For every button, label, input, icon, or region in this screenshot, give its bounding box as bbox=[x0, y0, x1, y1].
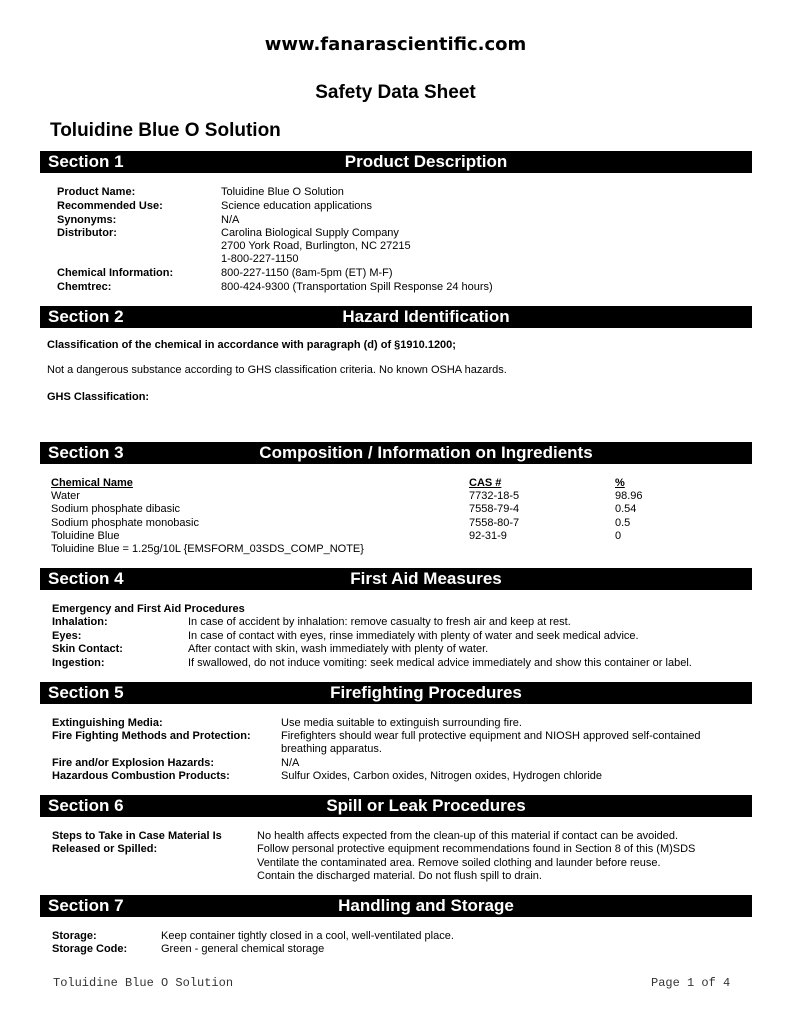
section-title: Handling and Storage bbox=[338, 896, 514, 915]
section-number: Section 6 bbox=[48, 796, 124, 815]
field-label: Skin Contact: bbox=[52, 643, 123, 655]
field-value: Science education applications bbox=[221, 200, 373, 212]
table-cell: 0 bbox=[615, 530, 622, 542]
field-value: Green - general chemical storage bbox=[161, 943, 325, 955]
table-cell: 7732-18-5 bbox=[469, 490, 520, 502]
table-cell: 98.96 bbox=[615, 490, 643, 502]
table-cell: Sodium phosphate monobasic bbox=[51, 517, 199, 529]
field-label: Synonyms: bbox=[57, 214, 117, 226]
field-value: 2700 York Road, Burlington, NC 27215 bbox=[221, 240, 411, 252]
section-7-header bbox=[40, 895, 752, 917]
field-value: Carolina Biological Supply Company bbox=[221, 227, 399, 239]
section-number: Section 2 bbox=[48, 307, 124, 326]
section-2-header bbox=[40, 306, 752, 328]
field-value: breathing apparatus. bbox=[281, 743, 382, 755]
field-label: Fire Fighting Methods and Protection: bbox=[52, 730, 251, 742]
field-label: Chemtrec: bbox=[57, 281, 112, 293]
field-label: Hazardous Combustion Products: bbox=[52, 770, 230, 782]
ghs-classification-label: GHS Classification: bbox=[47, 391, 150, 403]
table-cell: 0.5 bbox=[615, 517, 631, 529]
field-label: Storage: bbox=[52, 930, 97, 942]
field-value: Sulfur Oxides, Carbon oxides, Nitrogen oxides, Hydrogen chloride bbox=[281, 770, 602, 782]
field-value: After contact with skin, wash immediately with plenty of water. bbox=[188, 643, 489, 655]
field-value: Ventilate the contaminated area. Remove soiled clothing and launder before reuse. bbox=[257, 857, 661, 869]
field-value: In case of accident by inhalation: remove casualty to fresh air and keep at rest. bbox=[188, 616, 571, 628]
field-label: Storage Code: bbox=[52, 943, 128, 955]
table-cell: 7558-80-7 bbox=[469, 517, 520, 529]
page-number: Page 1 of 4 bbox=[651, 976, 731, 990]
document-title: Safety Data Sheet bbox=[315, 82, 476, 103]
hazard-statement: Not a dangerous substance according to GHS classification criteria. No known OSHA hazards. bbox=[47, 364, 507, 376]
section-title: Composition / Information on Ingredients bbox=[259, 443, 593, 462]
field-value: In case of contact with eyes, rinse immediately with plenty of water and seek medical advice. bbox=[188, 630, 639, 642]
section-1-header bbox=[40, 151, 752, 173]
field-label: Distributor: bbox=[57, 227, 117, 239]
field-value: 800-424-9300 (Transportation Spill Response 24 hours) bbox=[221, 281, 493, 293]
table-cell: 7558-79-4 bbox=[469, 503, 520, 515]
field-value: Contain the discharged material. Do not flush spill to drain. bbox=[257, 870, 542, 882]
section-5-header bbox=[40, 682, 752, 704]
section-6-header bbox=[40, 795, 752, 817]
column-header-percent: % bbox=[615, 477, 625, 489]
field-label: Recommended Use: bbox=[57, 200, 163, 212]
field-label: Steps to Take in Case Material Is bbox=[52, 830, 222, 842]
table-cell: Water bbox=[51, 490, 80, 502]
first-aid-heading: Emergency and First Aid Procedures bbox=[52, 603, 245, 615]
section-3-header bbox=[40, 442, 752, 464]
field-label: Extinguishing Media: bbox=[52, 717, 163, 729]
footer-product-name: Toluidine Blue O Solution bbox=[53, 976, 234, 990]
field-value: Use media suitable to extinguish surrounding fire. bbox=[281, 717, 522, 729]
section-title: Firefighting Procedures bbox=[330, 683, 522, 702]
column-header-cas: CAS # bbox=[469, 477, 502, 489]
section-4-header bbox=[40, 568, 752, 590]
table-cell: 0.54 bbox=[615, 503, 637, 515]
field-value: Firefighters should wear full protective equipment and NIOSH approved self-contained bbox=[281, 730, 701, 742]
table-cell: Sodium phosphate dibasic bbox=[51, 503, 181, 515]
field-label: Product Name: bbox=[57, 186, 136, 198]
section-number: Section 5 bbox=[48, 683, 124, 702]
table-cell: Toluidine Blue bbox=[51, 530, 120, 542]
section-title: First Aid Measures bbox=[350, 569, 502, 588]
field-label: Ingestion: bbox=[52, 657, 105, 669]
field-value: No health affects expected from the clean-up of this material if contact can be avoided. bbox=[257, 830, 679, 842]
field-label: Fire and/or Explosion Hazards: bbox=[52, 757, 214, 769]
section-number: Section 1 bbox=[48, 152, 124, 171]
section-number: Section 3 bbox=[48, 443, 124, 462]
section-number: Section 4 bbox=[48, 569, 124, 588]
field-label: Released or Spilled: bbox=[52, 843, 158, 855]
section-title: Hazard Identification bbox=[342, 307, 510, 326]
field-value: Follow personal protective equipment recommendations found in Section 8 of this (M)SDS bbox=[257, 843, 696, 855]
field-value: Keep container tightly closed in a cool, well-ventilated place. bbox=[161, 930, 454, 942]
field-label: Inhalation: bbox=[52, 616, 108, 628]
field-value: If swallowed, do not induce vomiting: seek medical advice immediately and show this container or label. bbox=[188, 657, 692, 669]
column-header-name: Chemical Name bbox=[51, 477, 133, 489]
section-number: Section 7 bbox=[48, 896, 124, 915]
field-value: 800-227-1150 (8am-5pm (ET) M-F) bbox=[221, 267, 393, 279]
field-value: 1-800-227-1150 bbox=[221, 253, 299, 265]
composition-note: Toluidine Blue = 1.25g/10L {EMSFORM_03SDS_COMP_NOTE} bbox=[51, 543, 364, 555]
table-cell: 92-31-9 bbox=[469, 530, 507, 542]
website-url: www.fanarascientific.com bbox=[264, 34, 527, 55]
classification-heading: Classification of the chemical in accordance with paragraph (d) of §1910.1200; bbox=[47, 339, 456, 351]
field-label: Eyes: bbox=[52, 630, 82, 642]
section-title: Spill or Leak Procedures bbox=[326, 796, 526, 815]
field-value: Toluidine Blue O Solution bbox=[221, 186, 344, 198]
section-title: Product Description bbox=[344, 152, 508, 171]
product-title: Toluidine Blue O Solution bbox=[50, 120, 281, 141]
field-value: N/A bbox=[281, 757, 300, 769]
field-value: N/A bbox=[221, 214, 240, 226]
field-label: Chemical Information: bbox=[57, 267, 174, 279]
